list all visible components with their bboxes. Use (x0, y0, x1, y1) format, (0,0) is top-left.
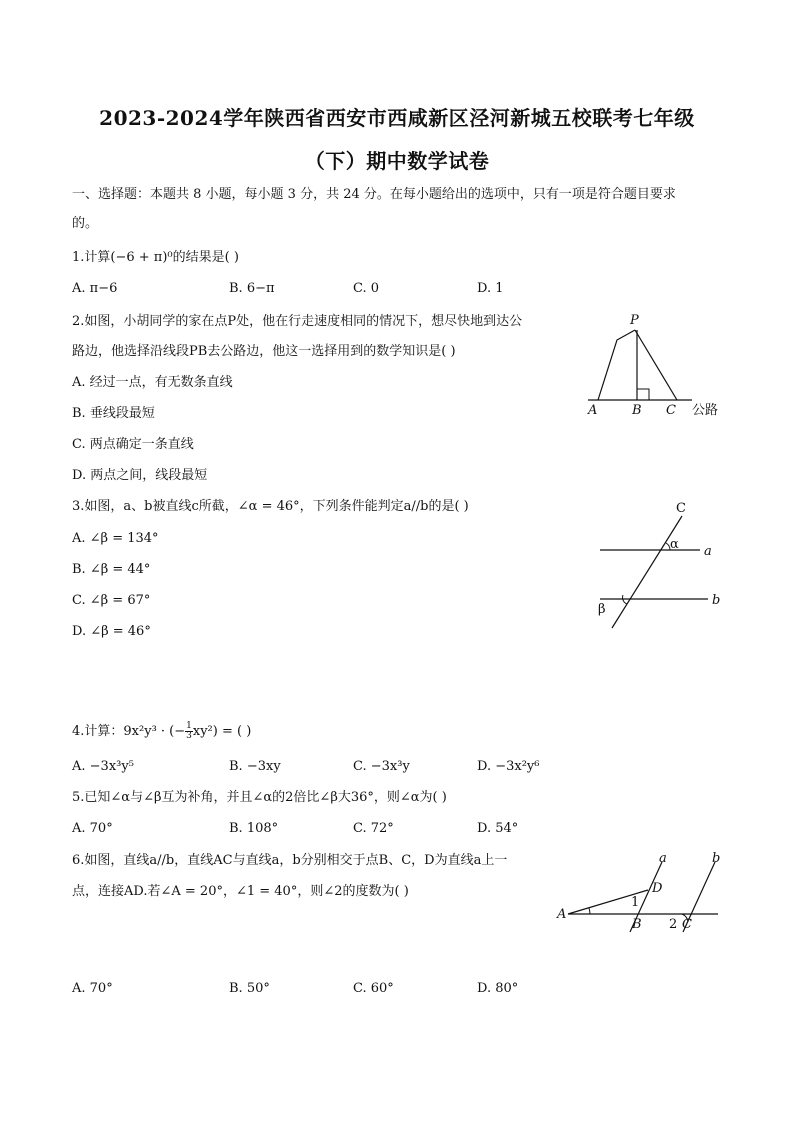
q6-option-a: A. 70° (72, 981, 113, 996)
q2-option-b: B. 垂线段最短 (72, 406, 155, 421)
q5-option-a: A. 70° (72, 821, 113, 836)
question-5 (72, 789, 447, 807)
label-line-c: C (676, 501, 686, 516)
q6-option-b: B. 50° (229, 981, 270, 996)
right-angle-mark (637, 389, 649, 400)
q5-option-c: C. 72° (353, 821, 394, 836)
fraction-numerator: 1 (186, 721, 192, 731)
label-a: A (557, 907, 567, 922)
question-text-prefix: 计算：9x²y³ · (− (84, 724, 186, 739)
angle-a-arc (589, 908, 590, 914)
question-number: 3. (72, 499, 85, 514)
question-2-line1 (72, 313, 522, 331)
label-line-b: b (712, 851, 721, 866)
q3-option-a: A. ∠β = 134° (72, 531, 159, 546)
question-text: 计算(−6 + π)⁰的结果是( ) (84, 250, 239, 265)
question-number: 1. (72, 250, 85, 265)
label-angle-1: 1 (631, 895, 640, 910)
exam-title-line2: （下）期中数学试卷 (304, 149, 490, 173)
q1-option-b: B. 6−π (229, 281, 275, 296)
label-p: P (630, 313, 639, 328)
q3-option-d: D. ∠β = 46° (72, 624, 151, 639)
q2-option-c: C. 两点确定一条直线 (72, 437, 194, 452)
q1-option-d: D. 1 (477, 281, 504, 296)
q4-option-d: D. −3x²y⁶ (477, 759, 540, 774)
q1-option-c: C. 0 (353, 281, 380, 296)
q3-figure (590, 498, 730, 636)
question-6-line1 (72, 852, 507, 870)
q6-figure (552, 848, 732, 936)
q2-option-a: A. 经过一点，有无数条直线 (72, 375, 233, 390)
question-text-suffix: xy²) = ( ) (192, 724, 252, 739)
fraction (185, 722, 193, 741)
question-text: 如图，a、b被直线c所截，∠α = 46°，下列条件能判定a//b的是( ) (84, 499, 469, 514)
q3-option-c: C. ∠β = 67° (72, 593, 151, 608)
label-line-a: a (659, 851, 667, 866)
q5-option-b: B. 108° (229, 821, 279, 836)
q2-figure (580, 310, 730, 422)
label-b: B (632, 403, 642, 418)
label-c: C (666, 403, 676, 418)
question-3 (72, 498, 469, 516)
q3-option-b: B. ∠β = 44° (72, 562, 151, 577)
fraction-denominator: 3 (186, 731, 192, 741)
question-text: 已知∠α与∠β互为补角，并且∠α的2倍比∠β大36°，则∠α为( ) (84, 790, 447, 805)
q2-option-d: D. 两点之间，线段最短 (72, 468, 208, 483)
label-b: B (632, 917, 642, 932)
question-number: 5. (72, 790, 85, 805)
exam-title-line1: 2023-2024学年陕西省西安市西咸新区泾河新城五校联考七年级 (99, 106, 695, 130)
section-intro-line1: 一、选择题：本题共 8 小题，每小题 3 分，共 24 分。在每小题给出的选项中，只有一项是符合题目要求 (72, 187, 676, 202)
label-alpha: α (670, 537, 679, 552)
label-road: 公路 (692, 403, 719, 418)
q6-option-d: D. 80° (477, 981, 519, 996)
question-6-line2: 点，连接AD.若∠A = 20°，∠1 = 40°，则∠2的度数为( ) (72, 884, 409, 899)
q6-option-c: C. 60° (353, 981, 394, 996)
section-intro-line2: 的。 (72, 216, 99, 231)
label-a: A (588, 403, 598, 418)
question-2-line2: 路边，他选择沿线段PB去公路边，他这一选择用到的数学知识是( ) (72, 344, 456, 359)
q4-option-b: B. −3xy (229, 759, 281, 774)
label-beta: β (598, 602, 606, 617)
question-1 (72, 249, 239, 267)
label-line-a: a (704, 544, 712, 559)
question-number: 6. (72, 853, 85, 868)
label-c: C (682, 917, 692, 932)
label-line-b: b (712, 593, 721, 608)
question-number: 2. (72, 314, 85, 329)
label-d: D (652, 881, 663, 896)
q4-option-a: A. −3x³y⁵ (72, 759, 134, 774)
question-number: 4. (72, 724, 85, 739)
question-4 (72, 722, 251, 741)
q4-option-c: C. −3x³y (353, 759, 410, 774)
question-text: 如图，直线a//b，直线AC与直线a，b分别相交于点B、C，D为直线a上一 (84, 853, 508, 868)
line-c (612, 516, 682, 628)
path-p-a (598, 330, 635, 400)
q5-option-d: D. 54° (477, 821, 519, 836)
q1-option-a: A. π−6 (72, 281, 118, 296)
label-angle-2: 2 (669, 917, 678, 932)
question-text: 如图，小胡同学的家在点P处，他在行走速度相同的情况下，想尽快地到达公 (84, 314, 523, 329)
